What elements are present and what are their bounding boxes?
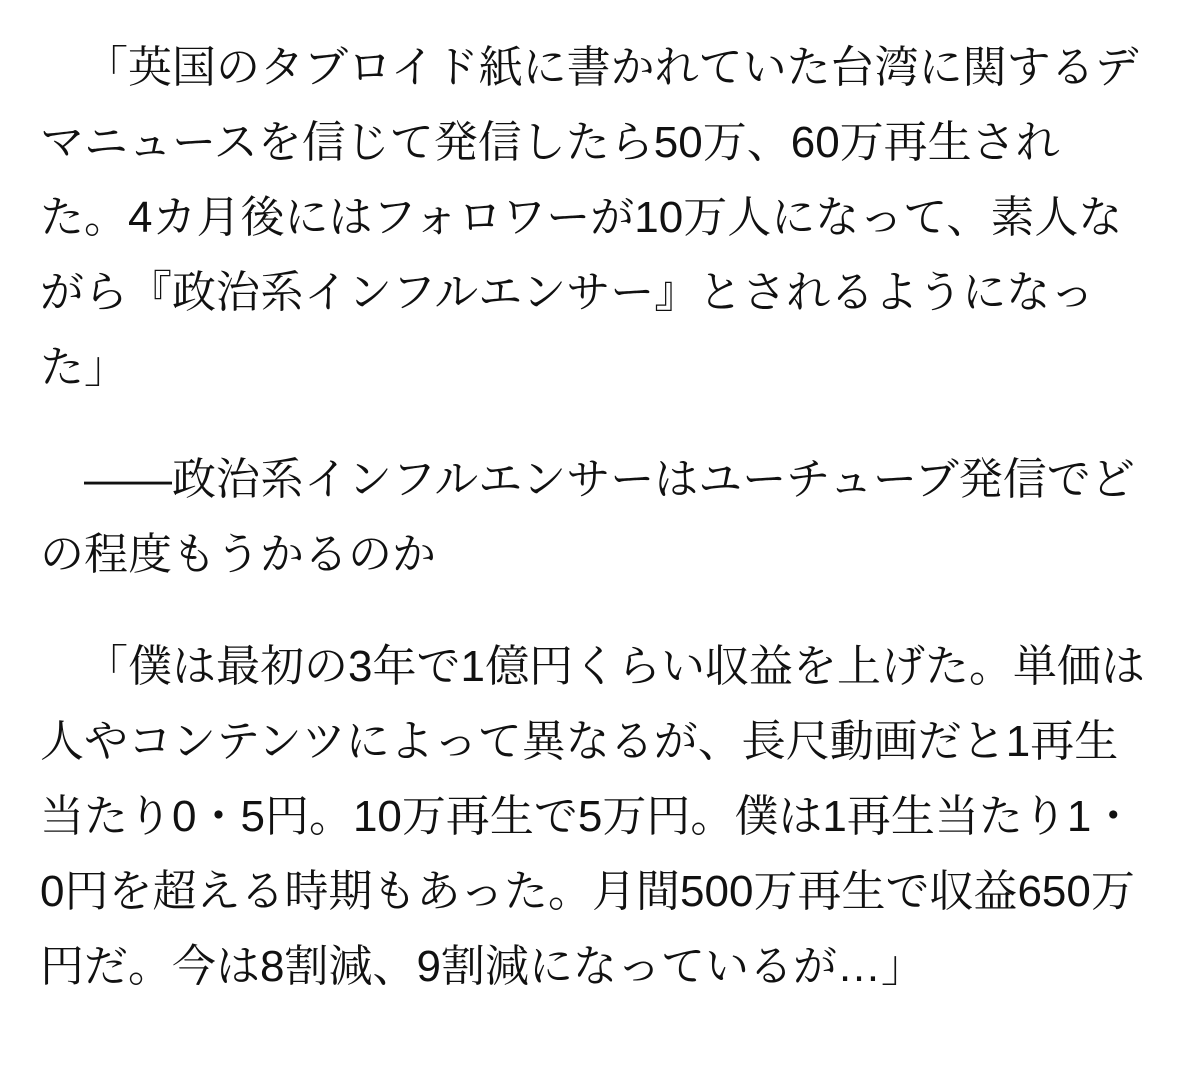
paragraph-quote-1: [40, 30, 1160, 405]
text-line: た」: [40, 343, 128, 392]
text-line: 円だ。今は8割減、9割減になっているが…」: [40, 942, 925, 991]
paragraph-interviewer-question: [40, 442, 1160, 592]
text-line: の程度もうかるのか: [40, 530, 436, 579]
text-line: 0円を超える時期もあった。月間500万再生で収益650万: [40, 867, 1135, 916]
text-line: マニュースを信じて発信したら50万、60万再生され: [40, 118, 1060, 167]
text-line: た。4カ月後にはフォロワーが10万人になって、素人な: [40, 193, 1123, 242]
text-line: 「英国のタブロイド紙に書かれていた台湾に関するデ: [84, 43, 1139, 92]
text-line: がら『政治系インフルエンサー』とされるようになっ: [40, 268, 1095, 317]
text-line: 当たり0・5円。10万再生で5万円。僕は1再生当たり1・: [40, 792, 1136, 841]
text-line: 「僕は最初の3年で1億円くらい収益を上げた。単価は: [84, 642, 1145, 691]
text-line: 人やコンテンツによって異なるが、長尺動画だと1再生: [40, 717, 1119, 766]
text-line: ――政治系インフルエンサーはユーチューブ発信でど: [84, 455, 1135, 504]
paragraph-quote-2: [40, 629, 1160, 1004]
